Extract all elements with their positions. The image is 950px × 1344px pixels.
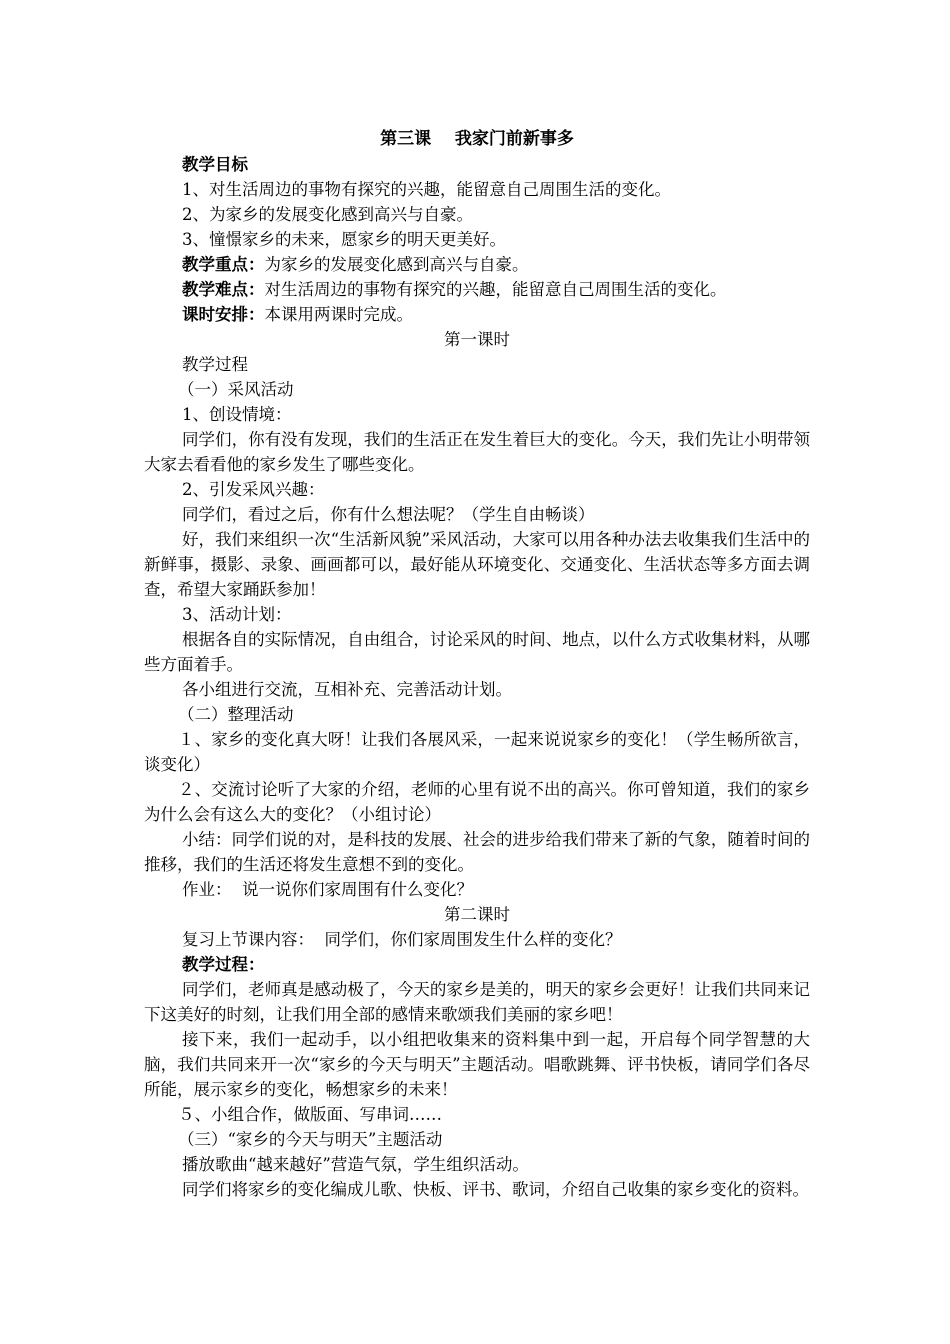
lesson1-step3: 3、活动计划：: [182, 605, 292, 624]
objective-item-3: 3、憧憬家乡的未来，愿家乡的明天更美好。: [182, 230, 506, 249]
lesson1-homework: 作业： 说一说你们家周围有什么变化？: [182, 880, 473, 899]
lesson1-org1: １、家乡的变化真大呀！让我们各展风采，一起来说说家乡的变化！（学生畅所欲言，谈变化）: [144, 730, 810, 774]
lesson2-process: 教学过程：: [182, 955, 265, 974]
document-page: [144, 126, 810, 1202]
lesson-title: 第三课 我家门前新事多: [380, 129, 574, 149]
lesson2-section3: （三）“家乡的今天与明天”主题活动: [178, 1130, 443, 1149]
lesson1-section2: （二）整理活动: [178, 705, 294, 724]
lesson2-para2: 接下来，我们一起动手，以小组把收集来的资料集中到一起，开启每个同学智慧的大脑，我们共同来开一次“家乡的今天与明天”主题活动。唱歌跳舞、评书快板，请同学们各尽所能，展示家乡的变化，畅想家乡的未来！: [144, 1030, 810, 1099]
lesson1-step1: 1、创设情境：: [182, 405, 292, 424]
lesson1-step1-text: 同学们，你有没有发现，我们的生活正在发生着巨大的变化。今天，我们先让小明带领大家去看看他的家乡发生了哪些变化。: [144, 430, 810, 474]
objective-item-1: 1、对生活周边的事物有探究的兴趣，能留意自己周围生活的变化。: [182, 180, 671, 199]
lesson1-step3-text2: 各小组进行交流，互相补充、完善活动计划。: [182, 680, 512, 699]
lesson1-heading: 第一课时: [444, 330, 510, 349]
schedule-label: 课时安排：: [182, 305, 265, 324]
key-point: [144, 252, 810, 277]
lesson2-para1: 同学们，老师真是感动极了，今天的家乡是美的，明天的家乡会更好！让我们共同来记下这美好的时刻，让我们用全部的感情来歌颂我们美丽的家乡吧！: [144, 980, 810, 1024]
difficulty-label: 教学难点：: [182, 280, 265, 299]
objective-item-2: 2、为家乡的发展变化感到高兴与自豪。: [182, 205, 473, 224]
schedule: [144, 302, 810, 327]
lesson1-summary: 小结：同学们说的对，是科技的发展、社会的进步给我们带来了新的气象，随着时间的推移，我们的生活还将发生意想不到的变化。: [144, 830, 810, 874]
lesson1-process: 教学过程: [182, 355, 248, 374]
difficulty: [144, 277, 810, 302]
lesson1-step2-text2: 好，我们来组织一次“生活新风貌”采风活动，大家可以用各种办法去收集我们生活中的新鲜事，摄影、录象、画画都可以，最好能从环境变化、交通变化、生活状态等多方面去调查，希望大家踊跃参加！: [144, 530, 810, 599]
lesson1-section1: （一）采风活动: [178, 380, 294, 399]
lesson2-review: 复习上节课内容： 同学们，你们家周围发生什么样的变化？: [182, 930, 622, 949]
lesson2-para3: 播放歌曲“越来越好”营造气氛，学生组织活动。: [182, 1155, 529, 1174]
lesson1-step3-text1: 根据各自的实际情况，自由组合，讨论采风的时间、地点，以什么方式收集材料，从哪些方面着手。: [144, 630, 810, 674]
lesson1-step2-text1: 同学们，看过之后，你有什么想法呢？（学生自由畅谈）: [182, 505, 595, 524]
objectives-heading: 教学目标: [182, 155, 248, 174]
lesson1-org2: ２、交流讨论听了大家的介绍，老师的心里有说不出的高兴。你可曾知道，我们的家乡为什么会有这么大的变化？（小组讨论）: [144, 780, 810, 824]
lesson1-step2: 2、引发采风兴趣：: [182, 480, 325, 499]
lesson2-heading: 第二课时: [444, 905, 510, 924]
difficulty-text: 对生活周边的事物有探究的兴趣，能留意自己周围生活的变化。: [264, 280, 727, 299]
schedule-text: 本课用两课时完成。: [264, 305, 413, 324]
key-point-text: 为家乡的发展变化感到高兴与自豪。: [264, 255, 529, 274]
lesson2-para4: 同学们将家乡的变化编成儿歌、快板、评书、歌词，介绍自己收集的家乡变化的资料。: [182, 1180, 809, 1199]
lesson2-step5: ５、小组合作，做版面、写串词……: [178, 1105, 442, 1124]
key-point-label: 教学重点：: [182, 255, 265, 274]
